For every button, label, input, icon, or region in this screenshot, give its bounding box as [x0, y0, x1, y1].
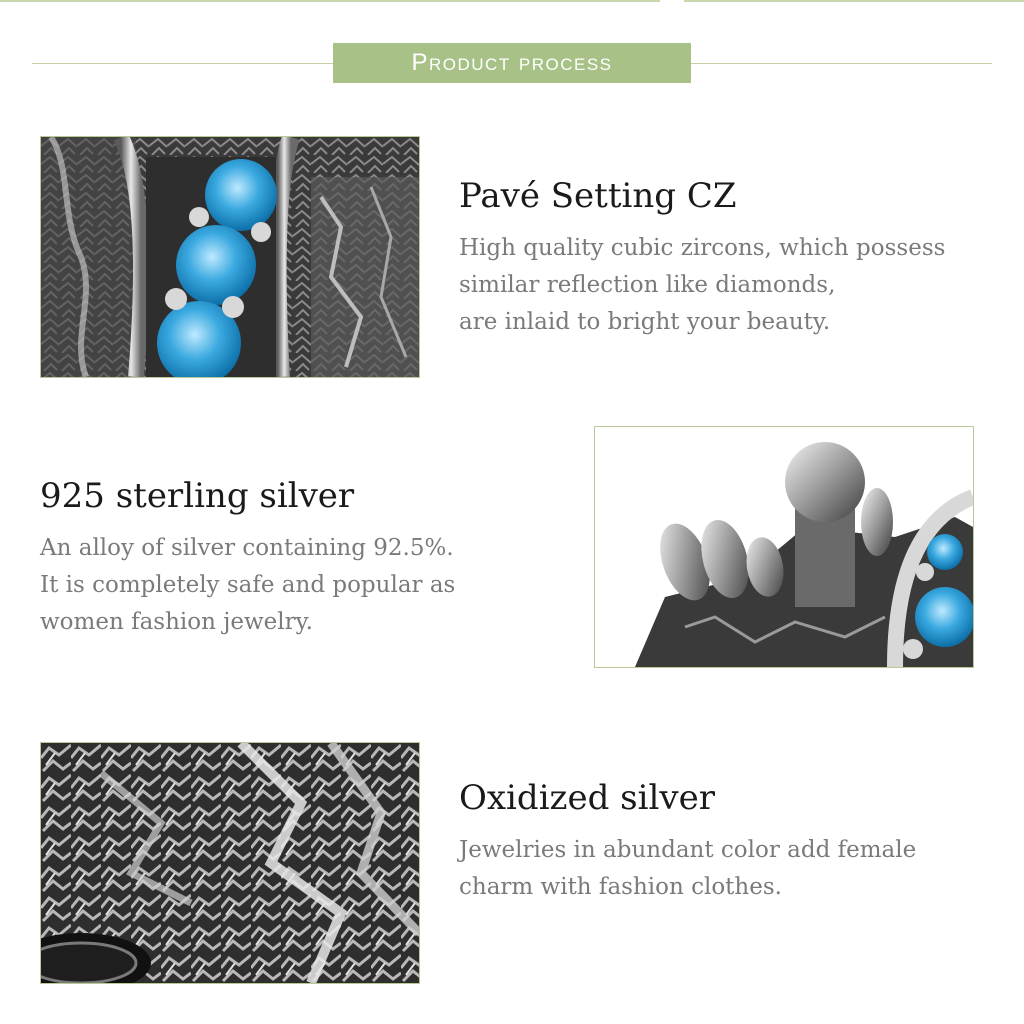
- oxidized-silver-line-1: Jewelries in abundant color add female: [459, 837, 917, 863]
- sterling-silver-photo: [594, 426, 974, 668]
- pave-setting-illustration: [41, 137, 419, 377]
- oxidized-silver-photo: [40, 742, 420, 984]
- top-rule-right: [684, 0, 1024, 2]
- sterling-silver-description: [40, 530, 455, 641]
- section-header-label: Product process: [411, 49, 613, 76]
- section-header: [333, 43, 691, 83]
- sterling-silver-line-3: women fashion jewelry.: [40, 609, 313, 635]
- sterling-silver-title: 925 sterling silver: [40, 476, 355, 516]
- oxidized-silver-line-2: charm with fashion clothes.: [459, 874, 782, 900]
- oxidized-silver-description: [459, 832, 916, 906]
- pave-setting-line-1: High quality cubic zircons, which possess: [459, 235, 946, 261]
- sterling-silver-line-1: An alloy of silver containing 92.5%.: [40, 535, 454, 561]
- pave-setting-title: Pavé Setting CZ: [459, 176, 737, 216]
- pave-setting-photo: [40, 136, 420, 378]
- pave-setting-line-2: similar reflection like diamonds,: [459, 272, 836, 298]
- sterling-silver-line-2: It is completely safe and popular as: [40, 572, 456, 598]
- oxidized-silver-title: Oxidized silver: [459, 778, 715, 818]
- sterling-silver-illustration: [595, 427, 973, 667]
- pave-setting-line-3: are inlaid to bright your beauty.: [459, 309, 831, 335]
- oxidized-silver-illustration: [41, 743, 419, 983]
- pave-setting-description: [459, 230, 945, 341]
- top-rule-left: [0, 0, 660, 2]
